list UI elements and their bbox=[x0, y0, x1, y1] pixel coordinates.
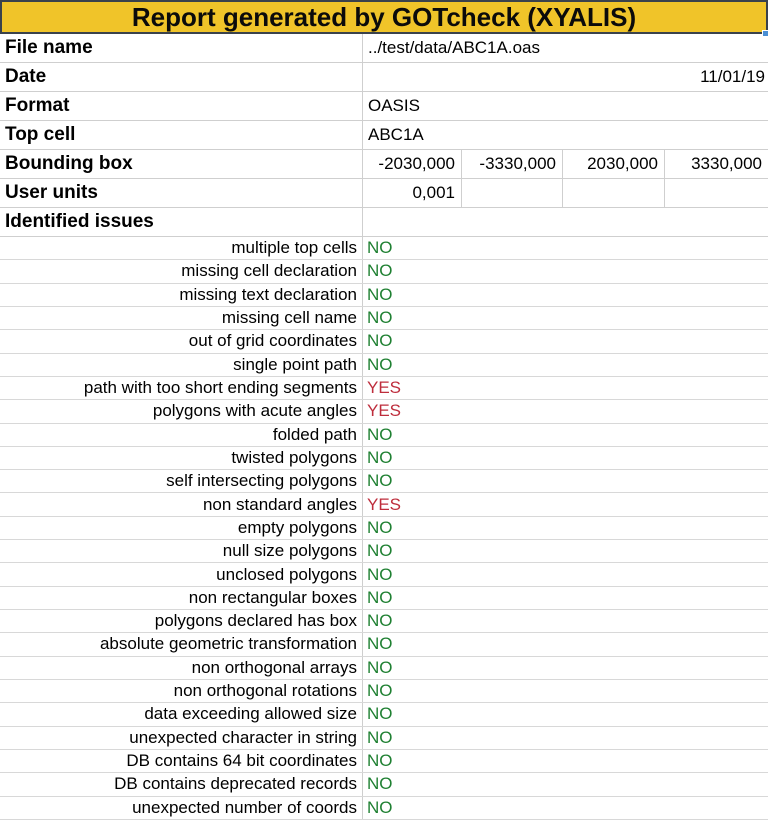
empty-cell[interactable] bbox=[665, 179, 768, 207]
date-label[interactable]: Date bbox=[0, 63, 363, 91]
issue-value[interactable]: NO bbox=[367, 284, 393, 304]
issue-value[interactable]: NO bbox=[367, 681, 393, 701]
issue-value[interactable]: NO bbox=[367, 308, 393, 328]
empty-cell[interactable] bbox=[563, 179, 665, 207]
issue-value[interactable]: NO bbox=[367, 797, 393, 817]
issue-value[interactable]: NO bbox=[367, 354, 393, 374]
issue-label[interactable]: folded path bbox=[0, 424, 363, 446]
issue-value[interactable]: NO bbox=[367, 774, 393, 794]
top-cell-value[interactable]: ABC1A bbox=[368, 125, 424, 144]
issue-label[interactable]: null size polygons bbox=[0, 540, 363, 562]
issue-row bbox=[0, 237, 768, 260]
issue-value[interactable]: NO bbox=[367, 471, 393, 491]
issue-value[interactable]: NO bbox=[367, 517, 393, 537]
issue-value[interactable]: NO bbox=[367, 751, 393, 771]
date-value[interactable]: 11/01/19 bbox=[700, 67, 765, 86]
issue-value[interactable]: NO bbox=[367, 261, 393, 281]
issue-label[interactable]: missing cell name bbox=[0, 307, 363, 329]
issue-value[interactable]: NO bbox=[367, 634, 393, 654]
empty-cell[interactable] bbox=[363, 208, 768, 236]
issue-value[interactable]: YES bbox=[367, 378, 402, 398]
bounding-box-y1[interactable]: -3330,000 bbox=[462, 150, 563, 178]
issue-row bbox=[0, 260, 768, 283]
issue-label[interactable]: out of grid coordinates bbox=[0, 330, 363, 352]
issue-row bbox=[0, 610, 768, 633]
report-title-cell[interactable] bbox=[0, 0, 768, 34]
issue-label[interactable]: DB contains 64 bit coordinates bbox=[0, 750, 363, 772]
issue-label[interactable]: unexpected character in string bbox=[0, 727, 363, 749]
bounding-box-y2[interactable]: 3330,000 bbox=[691, 154, 762, 173]
issue-label[interactable]: non orthogonal arrays bbox=[0, 657, 363, 679]
issue-row bbox=[0, 727, 768, 750]
row-bounding-box bbox=[0, 150, 768, 179]
bounding-box-x2[interactable]: 2030,000 bbox=[563, 150, 665, 178]
issue-value[interactable]: YES bbox=[367, 401, 402, 421]
issue-label[interactable]: empty polygons bbox=[0, 517, 363, 539]
issue-value[interactable]: NO bbox=[367, 331, 393, 351]
issue-label[interactable]: twisted polygons bbox=[0, 447, 363, 469]
issue-row bbox=[0, 750, 768, 773]
issue-row bbox=[0, 400, 768, 423]
issue-label[interactable]: absolute geometric transformation bbox=[0, 633, 363, 655]
empty-cell[interactable] bbox=[462, 179, 563, 207]
issue-row bbox=[0, 447, 768, 470]
issue-row bbox=[0, 563, 768, 586]
row-top-cell bbox=[0, 121, 768, 150]
issue-value[interactable]: NO bbox=[367, 424, 393, 444]
issue-row bbox=[0, 633, 768, 656]
issue-row bbox=[0, 587, 768, 610]
issue-label[interactable]: unexpected number of coords bbox=[0, 797, 363, 819]
issue-row bbox=[0, 470, 768, 493]
issue-label[interactable]: missing text declaration bbox=[0, 284, 363, 306]
issue-label[interactable]: data exceeding allowed size bbox=[0, 703, 363, 725]
issue-value[interactable]: NO bbox=[367, 564, 393, 584]
issue-row bbox=[0, 540, 768, 563]
issue-label[interactable]: non rectangular boxes bbox=[0, 587, 363, 609]
issue-row bbox=[0, 424, 768, 447]
issue-row bbox=[0, 493, 768, 516]
user-units-value[interactable]: 0,001 bbox=[363, 179, 462, 207]
issue-row bbox=[0, 773, 768, 796]
selection-fill-handle-icon[interactable] bbox=[762, 30, 768, 37]
top-cell-label[interactable]: Top cell bbox=[0, 121, 363, 149]
issue-label[interactable]: polygons with acute angles bbox=[0, 400, 363, 422]
issue-row bbox=[0, 797, 768, 820]
identified-issues-label[interactable]: Identified issues bbox=[0, 208, 363, 236]
issue-row bbox=[0, 377, 768, 400]
row-user-units bbox=[0, 179, 768, 208]
format-value[interactable]: OASIS bbox=[368, 96, 420, 115]
issue-row bbox=[0, 680, 768, 703]
row-identified-issues bbox=[0, 208, 768, 237]
user-units-label[interactable]: User units bbox=[0, 179, 363, 207]
issue-row bbox=[0, 307, 768, 330]
row-format bbox=[0, 92, 768, 121]
issue-value[interactable]: NO bbox=[367, 541, 393, 561]
issue-label[interactable]: path with too short ending segments bbox=[0, 377, 363, 399]
issue-label[interactable]: non orthogonal rotations bbox=[0, 680, 363, 702]
issue-label[interactable]: self intersecting polygons bbox=[0, 470, 363, 492]
row-file-name bbox=[0, 34, 768, 63]
issue-value[interactable]: NO bbox=[367, 587, 393, 607]
row-date bbox=[0, 63, 768, 92]
issue-label[interactable]: unclosed polygons bbox=[0, 563, 363, 585]
issue-row bbox=[0, 284, 768, 307]
file-name-value[interactable]: ../test/data/ABC1A.oas bbox=[368, 38, 540, 57]
issue-label[interactable]: missing cell declaration bbox=[0, 260, 363, 282]
issue-label[interactable]: DB contains deprecated records bbox=[0, 773, 363, 795]
issue-value[interactable]: NO bbox=[367, 238, 393, 258]
issue-row bbox=[0, 517, 768, 540]
format-label[interactable]: Format bbox=[0, 92, 363, 120]
issue-row bbox=[0, 657, 768, 680]
issue-value[interactable]: NO bbox=[367, 657, 393, 677]
bounding-box-label[interactable]: Bounding box bbox=[0, 150, 363, 178]
issue-row bbox=[0, 330, 768, 353]
issue-label[interactable]: multiple top cells bbox=[0, 237, 363, 259]
issue-value[interactable]: YES bbox=[367, 494, 402, 514]
report-title: Report generated by GOTcheck (XYALIS) bbox=[131, 1, 637, 32]
issue-value[interactable]: NO bbox=[367, 611, 393, 631]
issue-label[interactable]: single point path bbox=[0, 354, 363, 376]
file-name-label[interactable]: File name bbox=[0, 34, 363, 62]
issue-label[interactable]: non standard angles bbox=[0, 493, 363, 515]
bounding-box-x1[interactable]: -2030,000 bbox=[363, 150, 462, 178]
issue-value[interactable]: NO bbox=[367, 704, 393, 724]
issue-value[interactable]: NO bbox=[367, 727, 393, 747]
issue-label[interactable]: polygons declared has box bbox=[0, 610, 363, 632]
issue-row bbox=[0, 354, 768, 377]
issue-value[interactable]: NO bbox=[367, 447, 393, 467]
issue-row bbox=[0, 703, 768, 726]
